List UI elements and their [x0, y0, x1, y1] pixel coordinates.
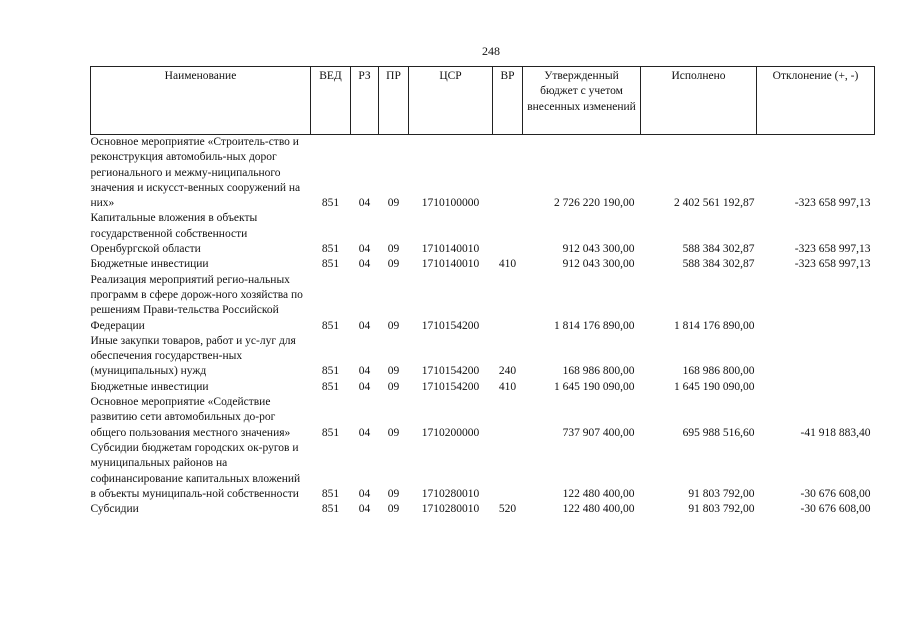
cell-ved: 851	[321, 258, 340, 271]
cell-rz: 04	[358, 243, 371, 256]
cell-fact: 91 803 792,00	[688, 503, 755, 516]
cell-csr	[409, 211, 493, 242]
cell-vr	[493, 135, 523, 212]
cell-dev: -323 658 997,13	[794, 243, 871, 256]
cell-fact	[641, 211, 757, 242]
cell-name: Оренбургской области	[90, 243, 201, 256]
table-row	[91, 441, 875, 502]
table-row	[91, 273, 875, 334]
header-ved: ВЕД	[311, 67, 351, 135]
cell-name: Капитальные вложения в объекты государственной собственности	[90, 212, 258, 240]
cell-fact: 1 814 176 890,00	[674, 319, 755, 332]
cell-dev	[757, 334, 875, 380]
cell-plan	[523, 211, 641, 242]
header-pr: ПР	[379, 67, 409, 135]
cell-pr: 09	[387, 319, 400, 332]
cell-fact: 168 986 800,00	[682, 365, 755, 378]
cell-ved: 851	[321, 319, 340, 332]
table-row	[91, 502, 875, 517]
cell-fact: 588 384 302,87	[682, 243, 755, 256]
cell-fact: 588 384 302,87	[682, 258, 755, 271]
cell-name: Бюджетные инвестиции	[90, 380, 209, 393]
cell-plan: 737 907 400,00	[562, 426, 635, 439]
header-row	[91, 67, 875, 135]
cell-ved: 851	[321, 380, 340, 393]
table-row	[91, 334, 875, 380]
table-row	[91, 395, 875, 441]
cell-rz: 04	[358, 380, 371, 393]
cell-csr: 1710280010	[421, 487, 480, 500]
cell-fact: 695 988 516,60	[682, 426, 755, 439]
cell-plan: 1 645 190 090,00	[554, 380, 635, 393]
cell-vr: 410	[498, 258, 517, 271]
cell-rz	[351, 211, 379, 242]
cell-name: Реализация мероприятий регио-нальных программ в сфере дорож-ного хозяйства по решениям Прави-тельства Российской Федерации	[90, 273, 303, 332]
header-csr: ЦСР	[409, 67, 493, 135]
header-plan: Утвержденный бюджет с учетом внесенных изменений	[523, 67, 641, 135]
cell-dev: -323 658 997,13	[794, 197, 871, 210]
cell-ved: 851	[321, 243, 340, 256]
cell-csr: 1710140010	[421, 258, 480, 271]
cell-name: Основное мероприятие «Строитель-ство и реконструкция автомобиль-ных дорог регионального и межму-ниципального значения и искусст-венных сооружений на них»	[90, 136, 301, 210]
cell-vr: 520	[498, 503, 517, 516]
cell-pr: 09	[387, 426, 400, 439]
cell-dev	[757, 273, 875, 334]
cell-pr: 09	[387, 487, 400, 500]
cell-rz: 04	[358, 487, 371, 500]
cell-csr: 1710280010	[421, 503, 480, 516]
cell-rz: 04	[358, 319, 371, 332]
cell-vr: 410	[498, 380, 517, 393]
cell-dev: -30 676 608,00	[800, 487, 871, 500]
table-body	[91, 135, 875, 518]
cell-csr: 1710140010	[421, 243, 480, 256]
cell-name: Основное мероприятие «Содействие развитию сети автомобильных до-рог общего пользования местного значения»	[90, 396, 291, 439]
cell-csr: 1710154200	[421, 380, 480, 393]
cell-name: Субсидии	[90, 503, 139, 516]
cell-plan: 912 043 300,00	[562, 243, 635, 256]
cell-rz: 04	[358, 426, 371, 439]
cell-plan: 122 480 400,00	[562, 487, 635, 500]
cell-vr	[493, 441, 523, 502]
table-row	[91, 135, 875, 212]
cell-plan: 1 814 176 890,00	[554, 319, 635, 332]
table-row	[91, 257, 875, 272]
cell-pr: 09	[387, 197, 400, 210]
cell-vr	[493, 242, 523, 257]
cell-dev: -323 658 997,13	[794, 258, 871, 271]
cell-dev: -41 918 883,40	[800, 426, 871, 439]
cell-ved: 851	[321, 365, 340, 378]
cell-name: Иные закупки товаров, работ и ус-луг для обеспечения государствен-ных (муниципальных) нужд	[90, 334, 296, 378]
cell-pr: 09	[387, 503, 400, 516]
cell-dev: -30 676 608,00	[800, 503, 871, 516]
cell-pr: 09	[387, 365, 400, 378]
cell-dev	[757, 380, 875, 395]
cell-ved: 851	[321, 487, 340, 500]
cell-name: Бюджетные инвестиции	[90, 258, 209, 271]
cell-vr	[493, 211, 523, 242]
cell-ved: 851	[321, 426, 340, 439]
cell-plan: 122 480 400,00	[562, 503, 635, 516]
page-number: 248	[482, 44, 500, 58]
cell-csr: 1710100000	[421, 197, 480, 210]
header-vr: ВР	[493, 67, 523, 135]
cell-name: Субсидии бюджетам городских ок-ругов и муниципальных районов на софинансирование капитальных вложений в объекты муниципаль-ной собственности	[90, 441, 301, 500]
cell-pr: 09	[387, 380, 400, 393]
cell-dev	[757, 211, 875, 242]
cell-ved	[311, 211, 351, 242]
cell-vr: 240	[498, 365, 517, 378]
cell-rz: 04	[358, 365, 371, 378]
table-row	[91, 380, 875, 395]
table-row	[91, 242, 875, 257]
cell-plan: 168 986 800,00	[562, 365, 635, 378]
cell-pr	[379, 211, 409, 242]
cell-pr: 09	[387, 258, 400, 271]
cell-rz: 04	[358, 197, 371, 210]
table-row	[91, 211, 875, 242]
header-rz: РЗ	[351, 67, 379, 135]
cell-fact: 2 402 561 192,87	[674, 197, 755, 210]
budget-table	[90, 66, 875, 517]
cell-ved: 851	[321, 197, 340, 210]
cell-fact: 91 803 792,00	[688, 487, 755, 500]
cell-rz: 04	[358, 503, 371, 516]
cell-pr: 09	[387, 243, 400, 256]
header-name: Наименование	[91, 67, 311, 135]
cell-csr: 1710154200	[421, 365, 480, 378]
cell-ved: 851	[321, 503, 340, 516]
cell-plan: 2 726 220 190,00	[554, 197, 635, 210]
cell-csr: 1710200000	[421, 426, 480, 439]
cell-fact: 1 645 190 090,00	[674, 380, 755, 393]
cell-vr	[493, 273, 523, 334]
cell-csr: 1710154200	[421, 319, 480, 332]
header-dev: Отклонение (+, -)	[757, 67, 875, 135]
cell-rz: 04	[358, 258, 371, 271]
cell-plan: 912 043 300,00	[562, 258, 635, 271]
header-fact: Исполнено	[641, 67, 757, 135]
cell-vr	[493, 395, 523, 441]
